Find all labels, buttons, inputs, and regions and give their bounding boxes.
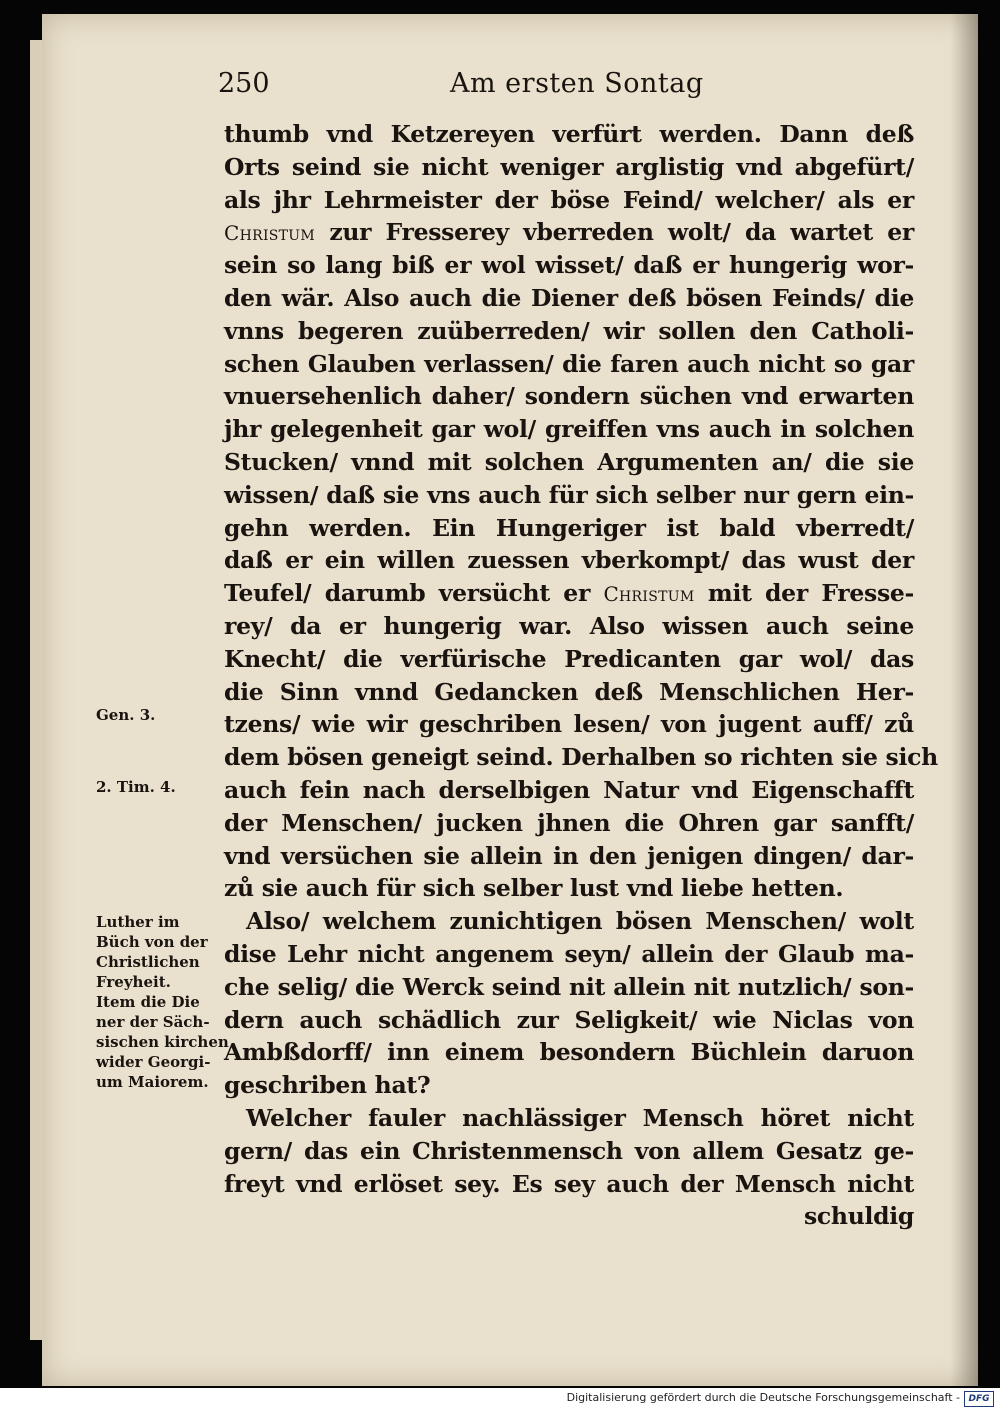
margin-note-line: Luther im xyxy=(96,913,180,931)
page-gutter-shadow xyxy=(950,14,978,1386)
text-line: jhr gelegenheit gar wol/ greiffen vns auch in solchen xyxy=(224,415,914,444)
margin-note-line: Freyheit. xyxy=(96,973,171,991)
text-line: den wär. Also auch die Diener deß bösen Feinds/ die xyxy=(224,283,914,312)
text-line: schuldig xyxy=(803,1202,914,1231)
text-line: dern auch schädlich zur Seligkeit/ wie Niclas von xyxy=(224,1005,914,1034)
margin-note-line: Büch von der xyxy=(96,933,208,951)
margin-note-line: um Maiorem. xyxy=(96,1073,209,1091)
text-line: gern/ das ein Christenmensch von allem Gesatz ge- xyxy=(224,1136,914,1165)
text-line: Knecht/ die verfürische Predicanten gar wol/ das xyxy=(224,644,914,673)
text-line: daß er ein willen zuessen vberkompt/ das wust der xyxy=(224,546,914,575)
text-line: vnns begeren zuüberreden/ wir sollen den Catholi- xyxy=(224,316,914,345)
text-line: sein so lang biß er wol wisset/ daß er hungerig wor- xyxy=(224,251,914,280)
margin-note-line: sischen kirchen xyxy=(96,1033,229,1051)
text-line: wissen/ daß sie vns auch für sich selber nur gern ein- xyxy=(224,480,914,509)
text-line: der Menschen/ jucken jhnen die Ohren gar sanfft/ xyxy=(224,808,914,837)
text-line: dem bösen geneigt seind. Derhalben so richten sie sich xyxy=(224,743,938,772)
small-caps-name: Christum xyxy=(603,582,695,607)
text-line: Orts seind sie nicht weniger arglistig vnd abgefürt/ xyxy=(224,152,914,181)
body-text xyxy=(224,118,938,1233)
text-line: Also/ welchem zunichtigen bösen Menschen/ wolt xyxy=(246,907,914,936)
text-line: als jhr Lehrmeister der böse Feind/ welcher/ als er xyxy=(224,185,914,214)
margin-note-line: Christlichen xyxy=(96,953,200,971)
text-line: Teufel/ darumb versücht er Christum mit der Fresse- xyxy=(224,579,914,608)
margin-note-line: ner der Säch- xyxy=(96,1013,210,1031)
digitization-footer xyxy=(0,1388,1000,1409)
margin-note-line: wider Georgi- xyxy=(96,1053,211,1071)
text-line: vnd versüchen sie allein in den jenigen dingen/ dar- xyxy=(224,841,914,870)
text-line: schen Glauben verlassen/ die faren auch nicht so gar xyxy=(224,349,914,378)
running-head: Am ersten Sontag xyxy=(450,68,704,99)
margin-note-line: Gen. 3. xyxy=(96,706,156,724)
dfg-logo: DFG xyxy=(964,1391,994,1407)
margin-note-line: Item die Die xyxy=(96,993,200,1011)
text-line: vnuersehenlich daher/ sondern süchen vnd erwarten xyxy=(224,382,914,411)
text-line: Christum zur Fresserey vberreden wolt/ da wartet er xyxy=(224,218,914,247)
margin-note-luther xyxy=(96,912,264,1092)
margin-note-line: 2. Tim. 4. xyxy=(96,778,176,796)
margin-note-timothy xyxy=(96,777,264,797)
small-caps-name: Christum xyxy=(224,221,316,246)
text-line: Stucken/ vnnd mit solchen Argumenten an/ die sie xyxy=(224,447,914,476)
text-line: freyt vnd erlöset sey. Es sey auch der Mensch nicht xyxy=(224,1169,914,1198)
text-line: rey/ da er hungerig war. Also wissen auch seine xyxy=(224,611,914,640)
text-line: thumb vnd Ketzereyen verfürt werden. Dann deß xyxy=(224,120,914,148)
footer-credit: Digitalisierung gefördert durch die Deutsche Forschungsgemeinschaft - xyxy=(566,1391,960,1404)
text-line: che selig/ die Werck seind nit allein nit nutzlich/ son- xyxy=(224,972,914,1001)
margin-note-genesis xyxy=(96,705,264,725)
text-line: auch fein nach derselbigen Natur vnd Eigenschafft xyxy=(224,775,914,804)
text-line: Ambßdorff/ inn einem besondern Büchlein daruon xyxy=(224,1038,914,1067)
page-edge xyxy=(30,40,42,1340)
text-line: zů sie auch für sich selber lust vnd liebe hetten. xyxy=(224,874,844,903)
text-line: Welcher fauler nachlässiger Mensch höret nicht xyxy=(246,1103,914,1132)
text-line: die Sinn vnnd Gedancken deß Menschlichen Her- xyxy=(224,677,914,706)
text-line: gehn werden. Ein Hungeriger ist bald vberredt/ xyxy=(224,513,914,542)
text-line: dise Lehr nicht angenem seyn/ allein der Glaub ma- xyxy=(224,939,914,968)
text-line: geschriben hat? xyxy=(224,1071,431,1100)
text-line: tzens/ wie wir geschriben lesen/ von jugent auff/ zů xyxy=(224,710,914,739)
page-number: 250 xyxy=(218,68,270,99)
